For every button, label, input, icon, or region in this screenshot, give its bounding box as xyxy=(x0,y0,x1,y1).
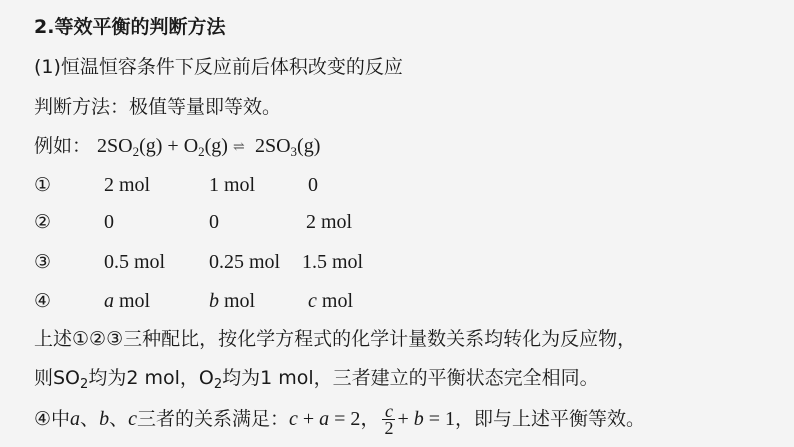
conclusion-line-2: 则$SO_2$均为2 mol，$O_2$均为1 mol，三者建立的平衡状态完全相同。 xyxy=(34,367,599,392)
row-mark: ④ xyxy=(34,290,52,312)
so2-amount: 2 mol xyxy=(104,174,151,196)
o2-amount: 1 mol xyxy=(209,174,256,196)
o2-amount: b mol xyxy=(209,290,256,312)
relation-equation-2: + b = 1 xyxy=(397,408,455,430)
example-prefix: 例如： xyxy=(34,135,92,157)
method-text: 判断方法：极值等量即等效。 xyxy=(34,96,282,118)
row-mark: ② xyxy=(34,211,52,233)
conclusion-line-3: ④中a、b、c三者的关系满足：c + a = 2， $\frac{c}{2}$ + b = 1，即与上述平衡等效。 xyxy=(34,401,646,438)
o2-amount: 0 xyxy=(209,211,219,233)
o2-amount: 0.25 mol xyxy=(209,251,281,273)
relation-equation-1: c + a = 2， xyxy=(288,408,381,430)
example-equation xyxy=(34,132,320,162)
so2-amount: 0 xyxy=(104,211,114,233)
case-heading: (1)恒温恒容条件下反应前后体积改变的反应 xyxy=(34,56,403,78)
conclusion-line-1: 上述①②③三种配比，按化学方程式的化学计量数关系均转化为反应物， xyxy=(34,328,637,350)
row-mark: ③ xyxy=(34,251,52,273)
so3-amount: 1.5 mol xyxy=(302,251,364,273)
so3-amount: 0 xyxy=(308,174,318,196)
so2-amount: a mol xyxy=(104,290,151,312)
equation: $2SO_2(g) + O_2(g)$ ⇌ $2SO_3(g)$ xyxy=(97,135,320,157)
equilibrium-arrow-icon: ⇌ xyxy=(232,140,243,155)
so3-amount: 2 mol xyxy=(306,211,353,233)
fraction-c-over-2: $\frac{c}{2}$ xyxy=(384,401,394,438)
so2-amount: 0.5 mol xyxy=(104,251,166,273)
section-title: 2.等效平衡的判断方法 xyxy=(34,16,226,38)
row-mark: ① xyxy=(34,174,52,196)
so3-amount: c mol xyxy=(308,290,354,312)
